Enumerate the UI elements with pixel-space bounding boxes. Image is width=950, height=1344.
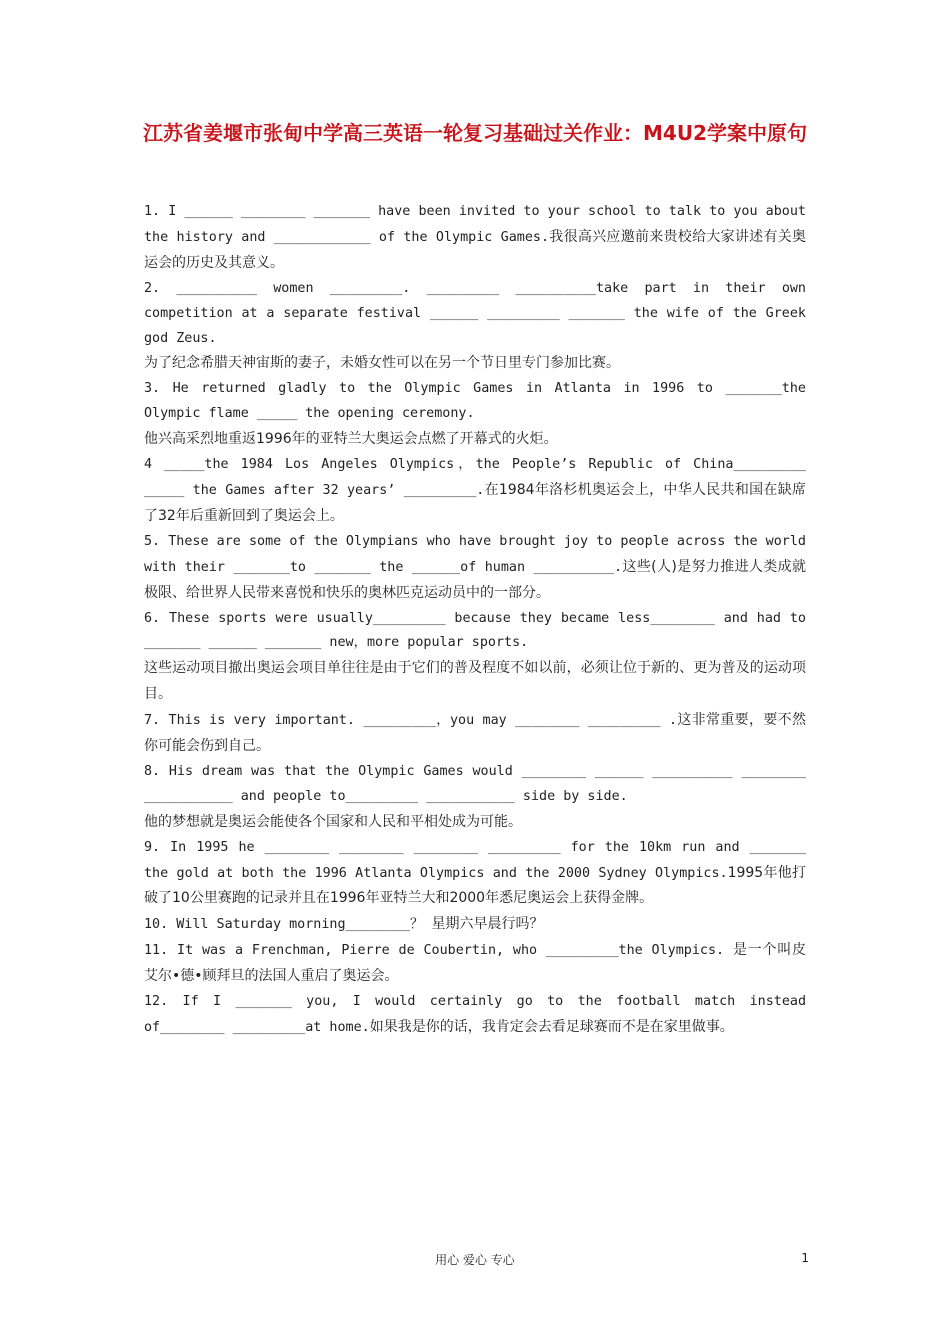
exercise-item-9 — [144, 836, 806, 913]
exercise-1-chinese: 我很高兴应邀前来贵校给大家讲述有关奥运会的历史及其意义。 — [144, 228, 807, 271]
exercise-10-english: 10. Will Saturday morning________？ — [144, 917, 424, 933]
exercise-list — [144, 200, 806, 1041]
exercise-1-english: 1. I ______ ________ _______ have been invited to your school to talk to you about the history and ____________ of the Olympic Games. — [144, 204, 806, 245]
document-title: 江苏省姜堰市张甸中学高三英语一轮复习基础过关作业：M4U2学案中原句 — [143, 121, 807, 145]
footer-text: 用心 爱心 专心 — [435, 1253, 515, 1267]
exercise-item-7 — [144, 708, 806, 760]
exercise-item-12 — [144, 990, 806, 1041]
exercise-10-chinese: 星期六早晨行吗？ — [431, 916, 544, 933]
exercise-7-chinese: 这非常重要，要不然你可能会伤到自己。 — [144, 712, 807, 755]
exercise-11-chinese: 是一个叫皮艾尔•德•顾拜旦的法国人重启了奥运会。 — [144, 942, 807, 985]
exercise-4-english: 4 _____the 1984 Los Angeles Olympics，the People’s Republic of China_________ _____ the Games after 32 years’ _________. — [144, 457, 806, 498]
exercise-9-chinese: 1995年他打破了10公里赛跑的记录并且在1996年亚特兰大和2000年悉尼奥运会上获得金牌。 — [144, 864, 806, 907]
exercise-5-chinese: 这些(人)是努力推进人类成就极限、给世界人民带来喜悦和快乐的奥林匹克运动员中的一部分。 — [144, 558, 806, 601]
exercise-item-11 — [144, 938, 806, 990]
exercise-item-5 — [144, 530, 806, 607]
exercise-3-english: 3. He returned gladly to the Olympic Games in Atlanta in 1996 to _______the Olympic flame _____ the opening ceremony. — [144, 381, 806, 422]
exercise-12-chinese: 如果我是你的话，我肯定会去看足球赛而不是在家里做事。 — [369, 1019, 734, 1035]
exercise-11-english: 11. It was a Frenchman, Pierre de Coubertin, who _________the Olympics. — [144, 943, 725, 959]
exercise-6-english: 6. These sports were usually_________ because they became less________ and had to _______ ______ _______ new，more popular sports. — [144, 610, 806, 651]
exercise-item-3 — [144, 377, 806, 453]
exercise-8-chinese: 他的梦想就是奥运会能使各个国家和人民和平相处成为可能。 — [144, 813, 522, 830]
exercise-item-6 — [144, 607, 806, 709]
exercise-2-chinese: 为了纪念希腊天神宙斯的妻子，未婚女性可以在另一个节日里专门参加比赛。 — [144, 355, 620, 372]
exercise-item-10 — [144, 912, 806, 938]
exercise-item-8 — [144, 760, 806, 836]
exercise-8-english: 8. His dream was that the Olympic Games would ________ ______ __________ ________ ___________ and people to_________ ___________ side by side. — [144, 763, 806, 804]
exercise-5-english: 5. These are some of the Olympians who have brought joy to people across the world with their _______to _______ the ______of human __________. — [144, 533, 806, 575]
exercise-item-4 — [144, 453, 806, 530]
exercise-3-chinese: 他兴高采烈地重返1996年的亚特兰大奥运会点燃了开幕式的火炬。 — [144, 431, 558, 448]
exercise-4-chinese: 在1984年洛杉机奥运会上，中华人民共和国在缺席了32年后重新回到了奥运会上。 — [144, 481, 806, 524]
exercise-7-english: 7. This is very important. _________，you may ________ _________ . — [144, 713, 678, 729]
exercise-item-2 — [144, 277, 806, 378]
exercise-item-1 — [144, 200, 806, 277]
exercise-6-chinese: 这些运动项目撤出奥运会项目单往往是由于它们的普及程度不如以前，必须让位于新的、更为普及的运动项目。 — [144, 660, 806, 703]
exercise-9-english: 9. In 1995 he ________ ________ ________ _________ for the 10km run and _______ the gold at both the 1996 Atlanta Olympics and the 2000 Sydney Olympics. — [144, 839, 806, 881]
page-number: 1 — [801, 1251, 809, 1265]
exercise-2-english: 2. __________ women _________. _________ __________take part in their own competition at a separate festival ______ _________ _______ the wife of the Greek god Zeus. — [144, 280, 806, 346]
exercise-12-english: 12. If I _______ you, I would certainly go to the football match instead of________ _________at home. — [144, 994, 806, 1035]
